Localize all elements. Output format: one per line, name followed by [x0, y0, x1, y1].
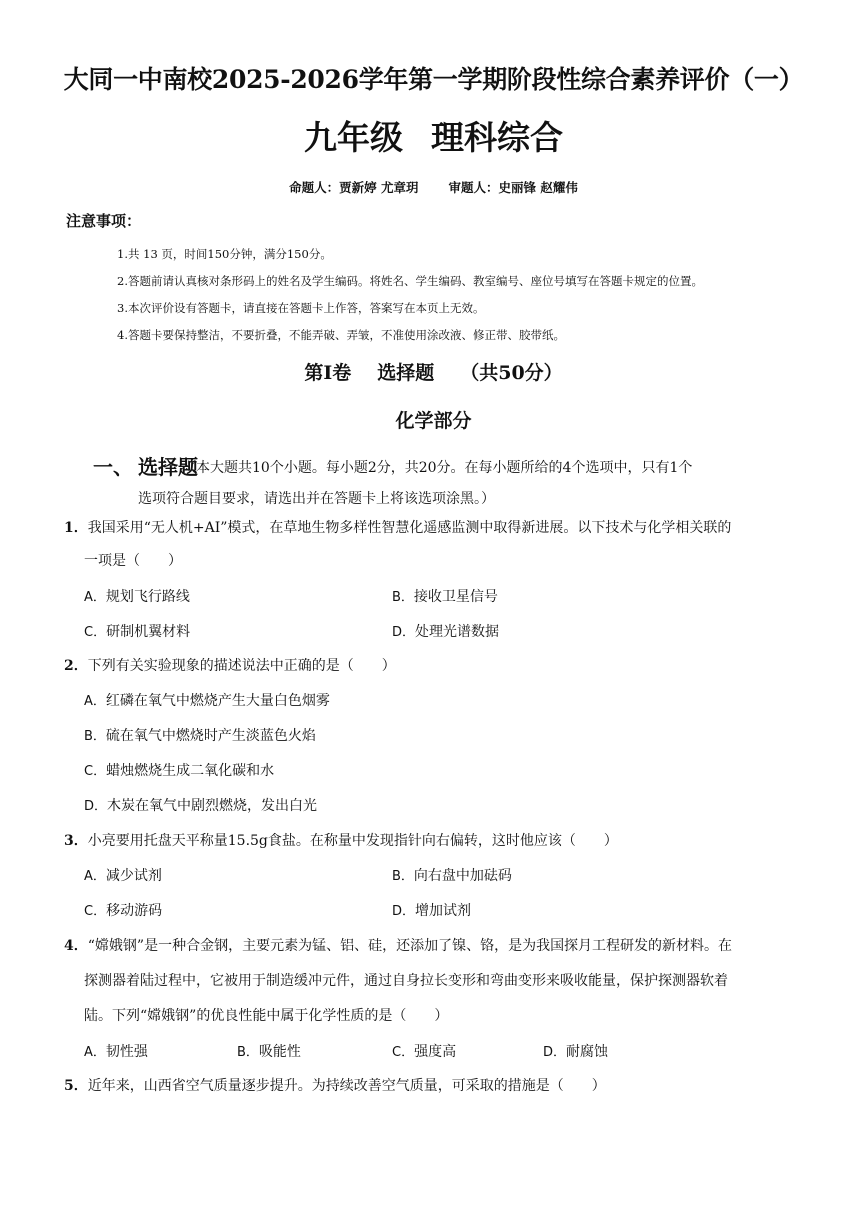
option-d: D．处理光谱数据: [392, 624, 500, 640]
option-d: D．增加试剂: [392, 903, 472, 919]
exam-title: 大同一中南校2025-2026学年第一学期阶段性综合素养评价（一）: [63, 65, 804, 94]
question-number: 1．: [64, 520, 88, 536]
option-c: C．强度高: [392, 1044, 457, 1060]
section-description: 选项符合题目要求，请选出并在答题卡上将该选项涂黑。）: [138, 491, 495, 507]
grade-label: 九年级: [304, 118, 403, 157]
note-item: 1.共 13 页，时间150分钟，满分150分。: [117, 247, 332, 261]
notes-list: [117, 241, 703, 349]
note-item: 3.本次评价设有答题卡，请直接在答题卡上作答，答案写在本页上无效。: [117, 301, 485, 315]
question-stem: 2．下列有关实验现象的描述说法中正确的是（ ）: [64, 658, 396, 674]
volume-heading: [0, 358, 867, 385]
option-c: C．移动游码: [84, 903, 163, 919]
option-b: B．硫在氧气中燃烧时产生淡蓝色火焰: [84, 728, 316, 744]
section-number: 一、: [93, 455, 133, 479]
part-heading: 化学部分: [395, 410, 472, 432]
exam-subject: [0, 112, 867, 159]
volume-score: （共50分）: [460, 362, 563, 384]
reviewers: 审题人：史丽锋 赵耀伟: [448, 180, 578, 195]
option-a: A．红磷在氧气中燃烧产生大量白色烟雾: [84, 693, 330, 709]
question-stem-continued: 探测器着陆过程中，它被用于制造缓冲元件，通过自身拉长变形和弯曲变形来吸收能量，保护探测器软着: [84, 973, 728, 989]
note-item: 4.答题卡要保持整洁，不要折叠，不能弄破、弄皱，不准使用涂改液、修正带、胶带纸。: [117, 328, 565, 342]
question-number: 4．: [64, 938, 88, 954]
volume-type: 选择题: [377, 362, 435, 384]
question-number: 3．: [64, 833, 88, 849]
option-d: D．木炭在氧气中剧烈燃烧，发出白光: [84, 798, 318, 814]
section-description: （本大题共10个小题。每小题2分，共20分。在每小题所给的4个选项中，只有1个: [182, 460, 693, 476]
question-stem: 5．近年来，山西省空气质量逐步提升。为持续改善空气质量，可采取的措施是（ ）: [64, 1078, 606, 1094]
note-item: 2.答题前请认真核对条形码上的姓名及学生编码。将姓名、学生编码、教室编号、座位号填写在答题卡规定的位置。: [117, 274, 703, 288]
question-number: 2．: [64, 658, 88, 674]
option-c: C．研制机翼材料: [84, 624, 191, 640]
volume-name: 第Ⅰ卷: [304, 362, 352, 384]
question-stem: 4．“嫦娥钢”是一种合金钢，主要元素为锰、铝、硅，还添加了镍、铬，是为我国探月工程研发的新材料。在: [64, 938, 733, 954]
option-b: B．接收卫星信号: [392, 589, 498, 605]
question-number: 5．: [64, 1078, 88, 1094]
option-a: A．规划飞行路线: [84, 589, 190, 605]
setters: 命题人：贾新婷 尤章玥: [289, 180, 419, 195]
question-stem: 3．小亮要用托盘天平称量15.5g食盐。在称量中发现指针向右偏转，这时他应该（ ）: [64, 833, 618, 849]
question-stem: 1．我国采用“无人机+AI”模式，在草地生物多样性智慧化遥感监测中取得新进展。以下技术与化学相关联的: [64, 520, 732, 536]
question-stem-continued: 陆。下列“嫦娥钢”的优良性能中属于化学性质的是（ ）: [84, 1008, 449, 1024]
section-title: 选择题: [138, 455, 198, 479]
option-d: D．耐腐蚀: [543, 1044, 609, 1060]
subject-label: 理科综合: [431, 118, 563, 157]
option-b: B．吸能性: [237, 1044, 301, 1060]
authors-line: [0, 178, 867, 196]
option-b: B．向右盘中加砝码: [392, 868, 512, 884]
question-stem-continued: 一项是（ ）: [84, 553, 182, 569]
notes-heading: 注意事项：: [66, 212, 142, 230]
option-c: C．蜡烛燃烧生成二氧化碳和水: [84, 763, 275, 779]
option-a: A．韧性强: [84, 1044, 148, 1060]
option-a: A．减少试剂: [84, 868, 162, 884]
